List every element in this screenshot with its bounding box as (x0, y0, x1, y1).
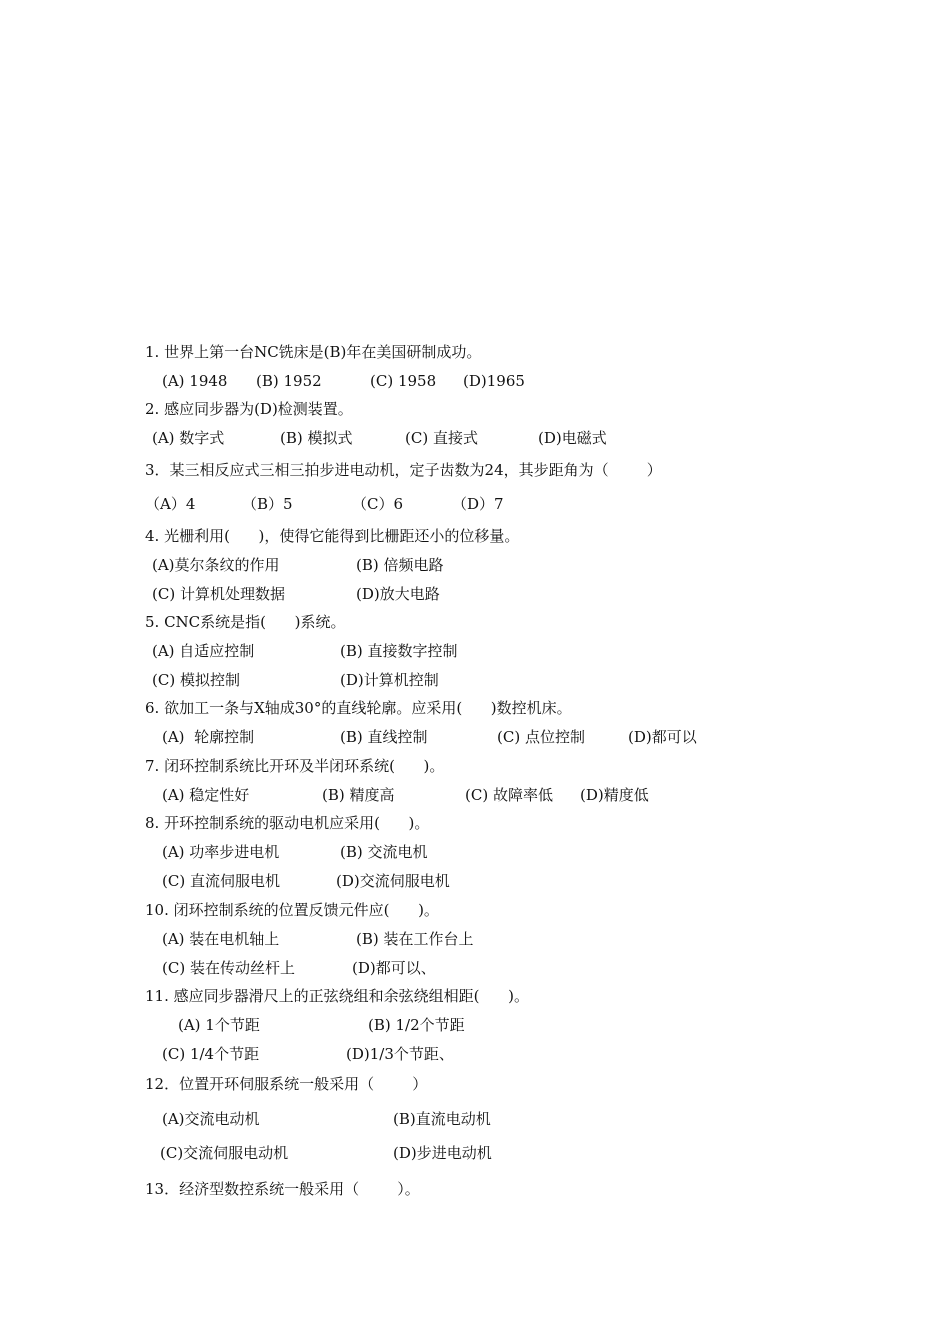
question-12-option-b: (B)直流电动机 (393, 1110, 491, 1128)
question-11-option-a: (A) 1个节距 (178, 1016, 260, 1034)
question-6-option-b: (B) 直线控制 (340, 728, 428, 746)
question-13-stem: 13．经济型数控系统一般采用（ ）。 (145, 1180, 420, 1198)
question-1-option-b: (B) 1952 (256, 372, 322, 390)
question-6-stem: 6. 欲加工一条与X轴成30°的直线轮廓。应采用( )数控机床。 (145, 699, 572, 717)
question-8-stem: 8. 开环控制系统的驱动电机应采用( )。 (145, 814, 430, 832)
question-4-option-c: (C) 计算机处理数据 (152, 585, 285, 603)
question-5-option-b: (B) 直接数字控制 (340, 642, 458, 660)
question-12-option-c: (C)交流伺服电动机 (160, 1144, 289, 1162)
question-10-option-a: (A) 装在电机轴上 (162, 930, 280, 948)
question-2-option-a: (A) 数字式 (152, 429, 225, 447)
question-12-option-a: (A)交流电动机 (162, 1110, 260, 1128)
question-1-option-c: (C) 1958 (370, 372, 437, 390)
question-7-option-a: (A) 稳定性好 (162, 786, 250, 804)
question-10-option-c: (C) 装在传动丝杆上 (162, 959, 295, 977)
question-11-option-d: (D)1/3个节距、 (346, 1045, 454, 1063)
question-3-option-d: （D）7 (452, 495, 504, 513)
question-7-option-d: (D)精度低 (580, 786, 649, 804)
question-5-stem: 5. CNC系统是指( )系统。 (145, 613, 346, 631)
question-1-stem: 1. 世界上第一台NC铣床是(B)年在美国研制成功。 (145, 343, 482, 361)
question-5-option-d: (D)计算机控制 (340, 671, 439, 689)
question-3-stem: 3．某三相反应式三相三拍步进电动机，定子齿数为24，其步距角为（ ） (145, 461, 662, 479)
question-10-stem: 10. 闭环控制系统的位置反馈元件应( )。 (145, 901, 439, 919)
question-11-option-c: (C) 1/4个节距 (162, 1045, 260, 1063)
question-3-option-b: （B）5 (242, 495, 293, 513)
question-2-option-d: (D)电磁式 (538, 429, 607, 447)
question-6-option-c: (C) 点位控制 (497, 728, 585, 746)
question-11-stem: 11. 感应同步器滑尺上的正弦绕组和余弦绕组相距( )。 (145, 987, 529, 1005)
question-5-option-c: (C) 模拟控制 (152, 671, 240, 689)
question-7-option-c: (C) 故障率低 (465, 786, 553, 804)
question-1-option-d: (D)1965 (463, 372, 525, 390)
question-4-option-d: (D)放大电路 (356, 585, 440, 603)
question-5-option-a: (A) 自适应控制 (152, 642, 255, 660)
question-6-option-a: (A) 轮廓控制 (162, 728, 255, 746)
question-4-option-b: (B) 倍频电路 (356, 556, 444, 574)
question-10-option-b: (B) 装在工作台上 (356, 930, 474, 948)
question-8-option-a: (A) 功率步进电机 (162, 843, 280, 861)
question-8-option-d: (D)交流伺服电机 (336, 872, 450, 890)
question-7-stem: 7. 闭环控制系统比开环及半闭环系统( )。 (145, 757, 445, 775)
question-1-option-a: (A) 1948 (162, 372, 228, 390)
question-3-option-a: （A）4 (145, 495, 196, 513)
question-2-option-b: (B) 模拟式 (280, 429, 353, 447)
question-7-option-b: (B) 精度高 (322, 786, 395, 804)
question-6-option-d: (D)都可以 (628, 728, 697, 746)
question-2-option-c: (C) 直接式 (405, 429, 478, 447)
question-8-option-c: (C) 直流伺服电机 (162, 872, 280, 890)
question-12-option-d: (D)步进电动机 (393, 1144, 492, 1162)
question-12-stem: 12．位置开环伺服系统一般采用（ ） (145, 1075, 428, 1093)
question-3-option-c: （C）6 (352, 495, 404, 513)
question-4-option-a: (A)莫尔条纹的作用 (152, 556, 280, 574)
question-2-stem: 2. 感应同步器为(D)检测装置。 (145, 400, 353, 418)
question-4-stem: 4. 光栅利用( )，使得它能得到比栅距还小的位移量。 (145, 527, 520, 545)
question-11-option-b: (B) 1/2个节距 (368, 1016, 465, 1034)
question-8-option-b: (B) 交流电机 (340, 843, 428, 861)
question-10-option-d: (D)都可以、 (352, 959, 436, 977)
